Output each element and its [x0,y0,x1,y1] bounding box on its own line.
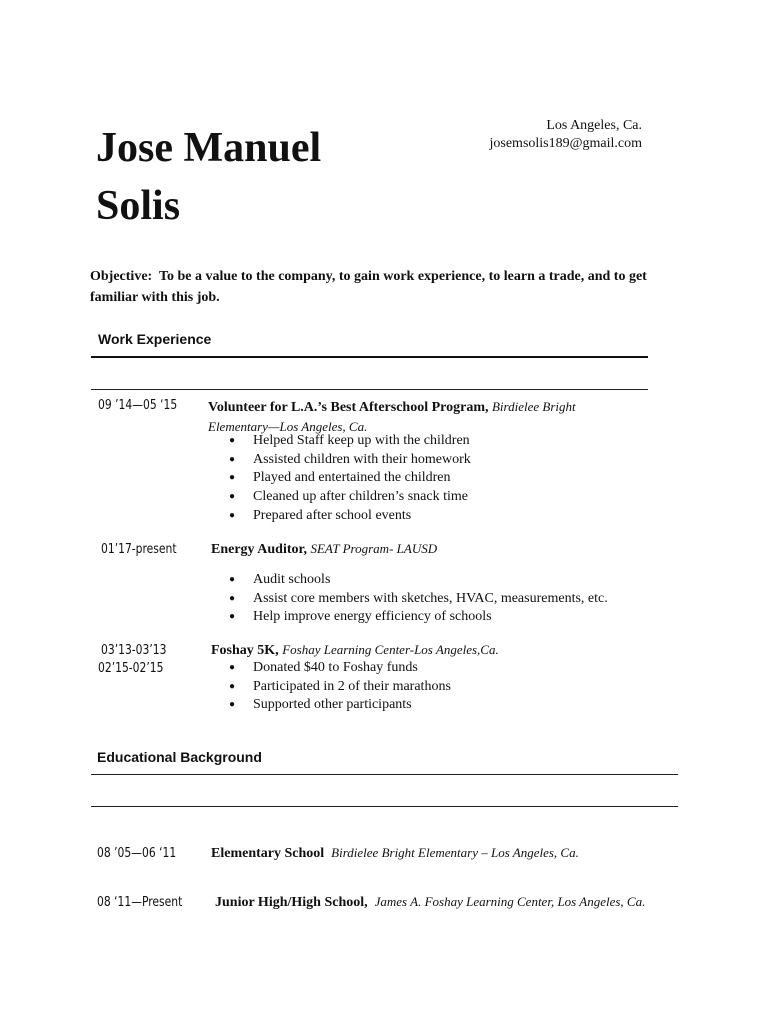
job-role: Foshay 5K, [211,643,279,658]
work-experience-heading: Work Experience [98,331,212,347]
job-role: Volunteer for L.A.’s Best Afterschool Program, [208,400,489,415]
objective [90,266,670,308]
page-title [96,122,321,232]
job-title [208,397,628,437]
section-divider [91,806,678,807]
job-dates: 09 ’14—05 ‘15 [98,398,178,413]
job-organization: Birdielee Bright [491,399,576,414]
list-item: ● Assist core members with sketches, HVAC, measurements, etc. [229,590,608,609]
list-item: ● Donated $40 to Foshay funds [229,659,451,678]
list-item: ● Played and entertained the children [229,469,471,488]
school-name: Junior High/High School, [215,895,368,910]
school-detail: James A. Foshay Learning Center, Los Angeles, Ca. [374,894,646,909]
education-entry [211,845,579,862]
section-divider [91,774,678,775]
list-item: ● Supported other participants [229,696,451,715]
education-entry [215,894,645,911]
list-item: ● Assisted children with their homework [229,451,471,470]
section-divider [91,356,648,358]
job-title [211,642,499,659]
job-duties [229,659,451,715]
job-dates: 01’17-present [101,542,177,557]
education-dates: 08 ‘11—Present [97,895,183,910]
list-item: ● Helped Staff keep up with the children [229,432,471,451]
school-detail: Birdielee Bright Elementary – Los Angeles, Ca. [331,845,579,860]
education-heading: Educational Background [97,749,262,765]
education-dates: 08 ’05—06 ‘11 [97,846,177,861]
objective-text: To be a value to the company, to gain work experience, to learn a trade, and to get familiar with this job. [90,269,647,305]
list-item: ● Participated in 2 of their marathons [229,678,451,697]
contact-block [490,117,643,153]
list-item: ● Audit schools [229,571,608,590]
list-item: ● Help improve energy efficiency of schools [229,608,608,627]
list-item: ● Cleaned up after children’s snack time [229,488,471,507]
section-divider [91,389,648,390]
job-organization: SEAT Program- LAUSD [310,541,438,556]
school-name: Elementary School [211,846,325,861]
objective-label: Objective: [90,269,153,284]
job-organization-cont: Elementary—Los Angeles, Ca. [208,419,368,434]
name-second-line: Solis [96,183,181,229]
contact-location: Los Angeles, Ca. [546,118,642,133]
job-title [211,541,437,558]
job-role: Energy Auditor, [211,542,307,557]
contact-email: josemsolis189@gmail.com [489,136,642,151]
job-duties [229,432,471,525]
job-dates: 02’15-02’15 [98,661,164,676]
job-duties [229,571,608,627]
job-organization: Foshay Learning Center-Los Angeles,Ca. [282,642,499,657]
job-dates: 03’13-03’13 [101,643,167,658]
name-first-line: Jose Manuel [96,125,322,171]
list-item: ● Prepared after school events [229,507,471,526]
